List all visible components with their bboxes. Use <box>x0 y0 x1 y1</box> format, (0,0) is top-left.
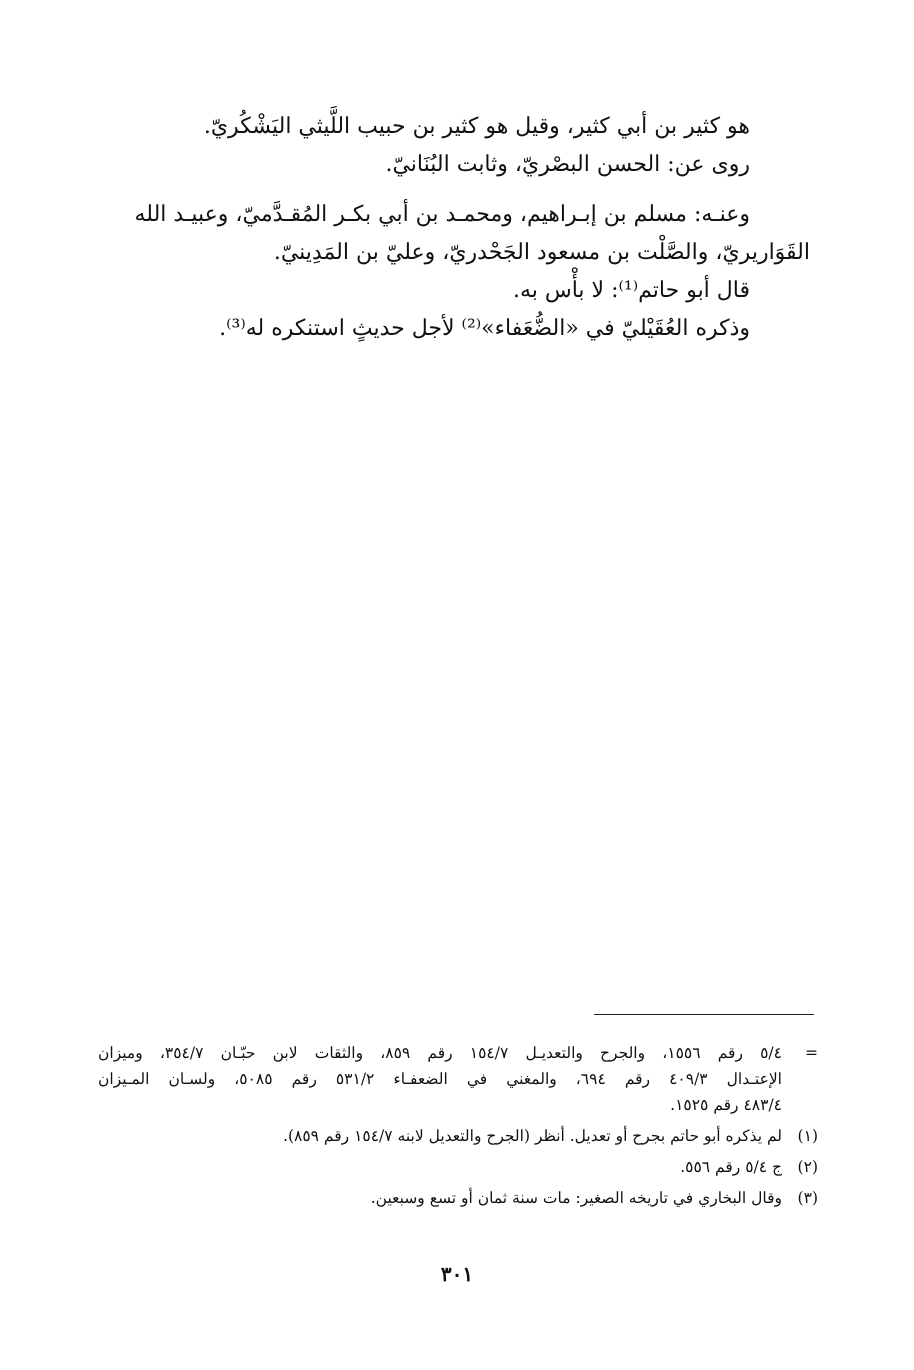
footnote-line: الإعتـدال ٤٠٩/٣ رقم ٦٩٤، والمغني في الضعفـاء ٥٣١/٢ رقم ٥٠٨٥، ولسـان المـيزان <box>98 1070 782 1088</box>
footnotes <box>98 1040 818 1216</box>
continuation-marker: = <box>805 1044 818 1062</box>
footnote-line: ٥/٤ رقم ١٥٥٦، والجرح والتعديـل ١٥٤/٧ رقم ٨٥٩، والثقات لابن حبّـان ٣٥٤/٧، وميزان <box>98 1044 782 1062</box>
footnote-continuation <box>98 1040 818 1118</box>
text-line: قال أبو حاتم⁽¹⁾: لا بأْس به. <box>512 278 750 303</box>
page-number: ٣٠١ <box>440 1262 474 1286</box>
footnote-text: وقال البخاري في تاريخه الصغير: مات سنة ثمان أو تسع وسبعين. <box>370 1189 782 1207</box>
footnote-2 <box>98 1154 818 1180</box>
text-line: وذكره العُقَيْليّ في «الضُّعَفاء»⁽²⁾ لأجل حديثٍ استنكره له⁽³⁾. <box>219 316 750 341</box>
text-line: روى عن: الحسن البصْريّ، وثابت البُنَانيّ. <box>385 152 750 177</box>
footnote-number: (٣) <box>797 1189 818 1207</box>
footnote-1 <box>98 1123 818 1149</box>
main-text <box>100 108 810 348</box>
footnote-text: ج ٥/٤ رقم ٥٥٦. <box>680 1158 782 1176</box>
footnote-3 <box>98 1185 818 1211</box>
text-line: هو كثير بن أبي كثير، وقيل هو كثير بن حبيب اللَّيثي اليَشْكُريّ. <box>203 114 750 139</box>
text-line: وعنـه: مسلم بن إبـراهيم، ومحمـد بن أبي بكـر المُقـدَّميّ، وعبيـد الله <box>134 202 750 227</box>
footnote-number: (٢) <box>797 1158 818 1176</box>
text-line: القَوَاريريّ، والصَّلْت بن مسعود الجَحْدريّ، وعليّ بن المَدِينيّ. <box>273 240 810 265</box>
footnote-number: (١) <box>797 1127 818 1145</box>
footnote-divider <box>594 1014 814 1015</box>
footnote-text: لم يذكره أبو حاتم بجرح أو تعديل. أنظر (الجرح والتعديل لابنه ١٥٤/٧ رقم ٨٥٩). <box>283 1127 782 1145</box>
footnote-line: ٤٨٣/٤ رقم ١٥٢٥. <box>670 1096 782 1114</box>
